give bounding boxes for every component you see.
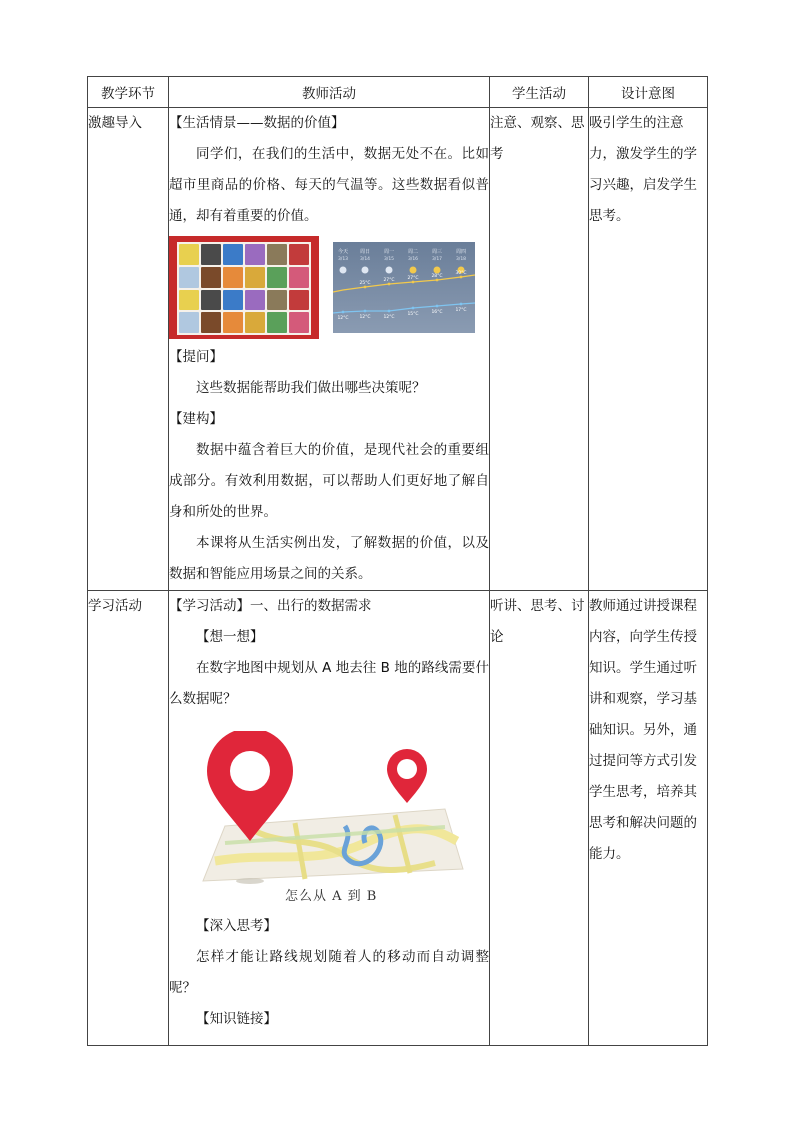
construct-heading: 【建构】 (169, 411, 223, 427)
low-temp-point (364, 310, 367, 313)
low-temp-point (342, 311, 345, 314)
product-tile (289, 290, 309, 311)
header-row (88, 77, 708, 108)
weather-day-label: 今天 (337, 249, 349, 255)
high-temp-label: 27°C (383, 278, 395, 283)
teacher-activity (169, 591, 490, 1046)
deep-text: 怎样才能让路线规划随着人的移动而自动调整呢？ (169, 949, 489, 996)
weather-icon (386, 267, 393, 274)
low-temp-line (333, 303, 475, 313)
lesson-plan-table (87, 76, 708, 1046)
activity-heading (169, 591, 489, 622)
pin-b-icon (387, 749, 427, 803)
activity-heading-text: 一、出行的数据需求 (250, 598, 372, 614)
product-tile (179, 244, 199, 265)
row-activity (88, 591, 708, 1046)
map-illustration (195, 731, 465, 891)
product-tile (179, 290, 199, 311)
product-tile (223, 267, 243, 288)
product-tile (201, 267, 221, 288)
weather-day-label: 周一 (383, 249, 395, 255)
low-temp-point (436, 305, 439, 308)
question-heading: 【提问】 (169, 349, 223, 365)
teacher-intro (169, 108, 490, 591)
high-temp-label: 27°C (407, 276, 419, 281)
product-tile (223, 290, 243, 311)
weather-day-label: 周三 (431, 249, 443, 255)
header-teacher: 教师活动 (169, 77, 490, 108)
product-tile (179, 312, 199, 333)
product-tile (201, 312, 221, 333)
weather-chart (333, 242, 475, 333)
intent-intro: 吸引学生的注意力，激发学生的学习兴趣，启发学生思考。 (589, 108, 708, 591)
product-tile (201, 244, 221, 265)
header-student: 学生活动 (490, 77, 589, 108)
intro-paragraph: 同学们，在我们的生活中，数据无处不在。比如超市里商品的价格、每天的气温等。这些数据看似普通，却有着重要的价值。 (169, 146, 489, 224)
product-tile (245, 267, 265, 288)
row-intro (88, 108, 708, 591)
high-temp-point (412, 281, 415, 284)
weather-date-label: 3/14 (359, 257, 371, 262)
stage-activity: 学习活动 (88, 591, 169, 1046)
weather-day-label: 周日 (359, 249, 371, 255)
stage-intro: 激趣导入 (88, 108, 169, 591)
weather-date-label: 3/17 (431, 257, 443, 262)
low-temp-point (412, 307, 415, 310)
think-text: 在数字地图中规划从 A 地去往 B 地的路线需要什么数据呢？ (169, 660, 489, 707)
student-activity: 听讲、思考、讨论 (490, 591, 589, 1046)
low-temp-label: 16°C (431, 310, 443, 315)
product-tile (267, 267, 287, 288)
header-stage: 教学环节 (88, 77, 169, 108)
low-temp-label: 12°C (337, 316, 349, 321)
route-map-image (169, 715, 489, 911)
product-tile (267, 312, 287, 333)
weather-icon (434, 267, 441, 274)
product-tile (245, 244, 265, 265)
high-temp-label: 25°C (359, 281, 371, 286)
intro-images (169, 232, 489, 342)
think-heading: 【想一想】 (196, 629, 264, 645)
supermarket-flyer-image (169, 236, 319, 339)
high-temp-point (436, 279, 439, 282)
question-text: 这些数据能帮助我们做出哪些决策呢？ (196, 380, 426, 396)
product-tile (245, 312, 265, 333)
product-tile (289, 312, 309, 333)
map-caption: 怎么从 A 到 B (285, 889, 378, 904)
activity-heading-bracket: 【学习活动】 (169, 598, 250, 614)
product-tile (179, 267, 199, 288)
construct-paragraph: 数据中蕴含着巨大的价值，是现代社会的重要组成部分。有效利用数据，可以帮助人们更好地了解自身和所处的世界。 (169, 442, 489, 520)
weather-day-label: 周四 (455, 249, 467, 255)
weather-date-label: 3/13 (337, 257, 349, 262)
product-tile (289, 267, 309, 288)
product-tile (223, 244, 243, 265)
weather-date-label: 3/16 (407, 257, 419, 262)
weather-forecast-image (333, 242, 475, 333)
weather-day-label: 周二 (407, 249, 419, 255)
link-heading: 【知识链接】 (196, 1011, 277, 1027)
lesson-intro-paragraph: 本课将从生活实例出发，了解数据的价值，以及数据和智能应用场景之间的关系。 (169, 535, 489, 582)
high-temp-point (388, 283, 391, 286)
low-temp-label: 12°C (383, 315, 395, 320)
student-intro: 注意、观察、思考 (490, 108, 589, 591)
product-tile (223, 312, 243, 333)
product-tile (267, 290, 287, 311)
weather-date-label: 3/15 (383, 257, 395, 262)
low-temp-label: 17°C (455, 308, 467, 313)
deep-heading: 【深入思考】 (196, 918, 277, 934)
header-intent: 设计意图 (589, 77, 708, 108)
product-tile (201, 290, 221, 311)
product-tile (245, 290, 265, 311)
high-temp-label: 30°C (455, 271, 467, 276)
product-tile (267, 244, 287, 265)
low-temp-point (388, 310, 391, 313)
low-temp-label: 15°C (407, 312, 419, 317)
high-temp-point (364, 286, 367, 289)
high-temp-line (333, 275, 475, 292)
scenario-heading: 【生活情景——数据的价值】 (169, 115, 345, 131)
high-temp-label: 28°C (431, 274, 443, 279)
low-temp-label: 12°C (359, 315, 371, 320)
weather-date-label: 3/18 (455, 257, 467, 262)
low-temp-point (460, 303, 463, 306)
weather-icon (362, 267, 369, 274)
weather-icon (410, 267, 417, 274)
high-temp-point (460, 276, 463, 279)
weather-icon (340, 267, 347, 274)
product-tile (289, 244, 309, 265)
intent-activity: 教师通过讲授课程内容，向学生传授知识。学生通过听讲和观察，学习基础知识。另外，通过提问等方式引发学生思考，培养其思考和解决问题的能力。 (589, 591, 708, 1046)
